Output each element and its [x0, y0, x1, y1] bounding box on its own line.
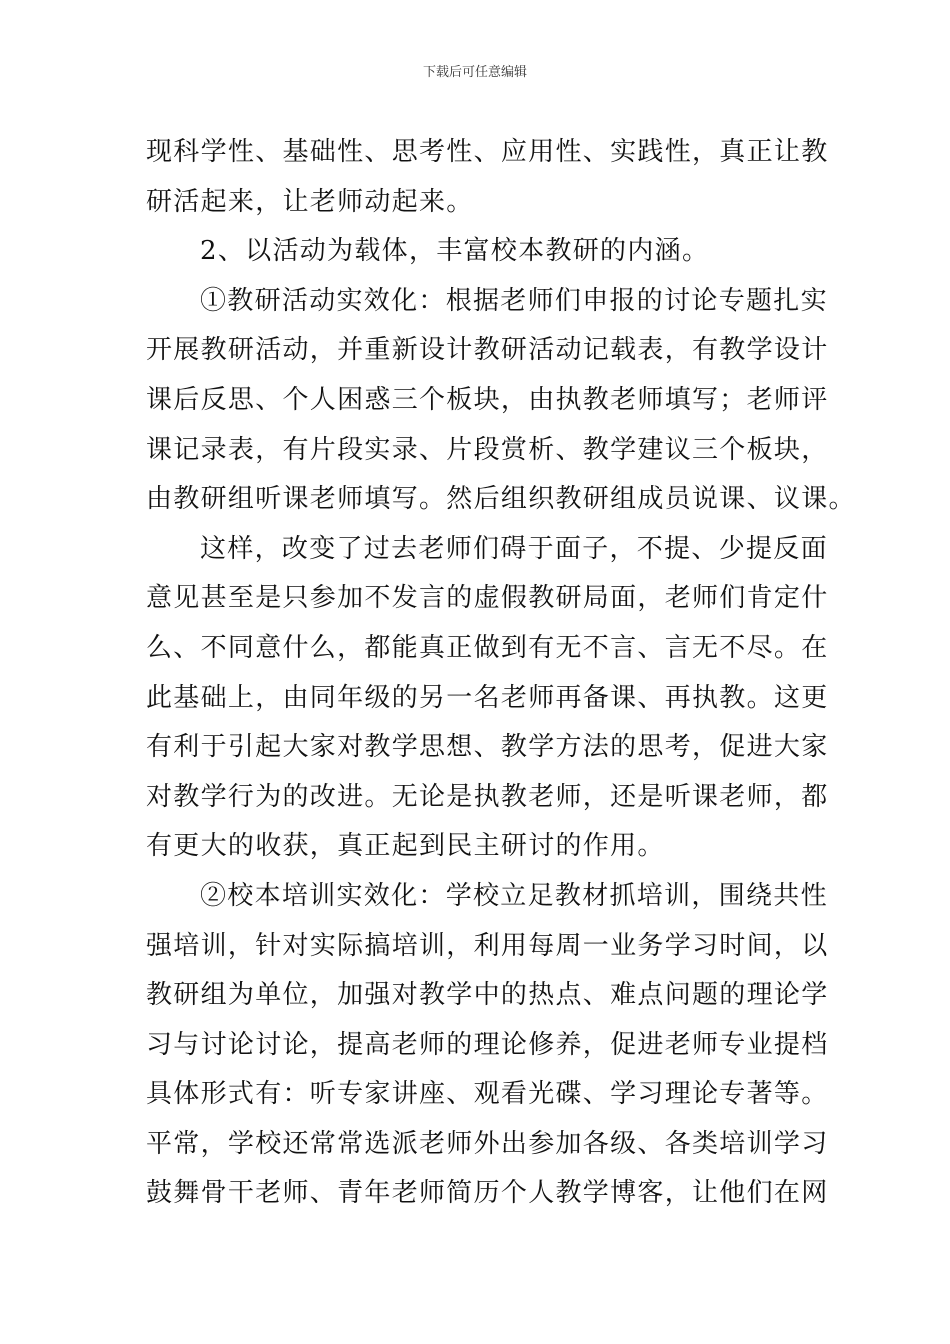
text-line: 研活起来，让老师动起来。	[146, 186, 474, 217]
text-line: 鼓舞骨干老师、青年老师简历个人教学博客，让他们在网	[146, 1178, 829, 1209]
text-line: 强培训，针对实际搞培训，利用每周一业务学习时间，以	[146, 930, 829, 961]
text-line: 开展教研活动，并重新设计教研活动记载表，有教学设计	[146, 335, 829, 366]
text-line: 对教学行为的改进。无论是执教老师，还是听课老师，都	[146, 781, 829, 812]
text-line: 意见甚至是只参加不发言的虚假教研局面，老师们肯定什	[146, 583, 829, 614]
text-line: ②校本培训实效化：学校立足教材抓培训，围绕共性	[200, 880, 828, 911]
text-line: 现科学性、基础性、思考性、应用性、实践性，真正让教	[146, 137, 829, 167]
text-line: 具体形式有：听专家讲座、观看光碟、学习理论专著等。	[146, 1079, 829, 1110]
text-line: 有更大的收获，真正起到民主研讨的作用。	[146, 831, 665, 862]
text-line: 平常，学校还常常选派老师外出参加各级、各类培训学习	[146, 1128, 829, 1159]
text-line: 由教研组听课老师填写。然后组织教研组成员说课、议课。	[146, 484, 856, 515]
text-line: 2、以活动为载体，丰富校本教研的内涵。	[200, 236, 710, 267]
text-line: 这样，改变了过去老师们碍于面子，不提、少提反面	[200, 533, 828, 564]
page-header: 下载后可任意编辑	[422, 65, 527, 80]
text-line: 么、不同意什么，都能真正做到有无不言、言无不尽。在	[146, 632, 829, 663]
document-body	[146, 128, 856, 1219]
text-line: 此基础上，由同年级的另一名老师再备课、再执教。这更	[146, 682, 829, 713]
text-line: ①教研活动实效化：根据老师们申报的讨论专题扎实	[200, 285, 828, 316]
text-line: 习与讨论讨论，提高老师的理论修养，促进老师专业提档	[146, 1029, 829, 1060]
text-line: 有利于引起大家对教学思想、教学方法的思考，促进大家	[146, 732, 829, 763]
text-line: 教研组为单位，加强对教学中的热点、难点问题的理论学	[146, 980, 829, 1011]
text-line: 课后反思、个人困惑三个板块，由执教老师填写；老师评	[146, 384, 829, 415]
text-line: 课记录表，有片段实录、片段赏析、教学建议三个板块，	[146, 434, 829, 465]
